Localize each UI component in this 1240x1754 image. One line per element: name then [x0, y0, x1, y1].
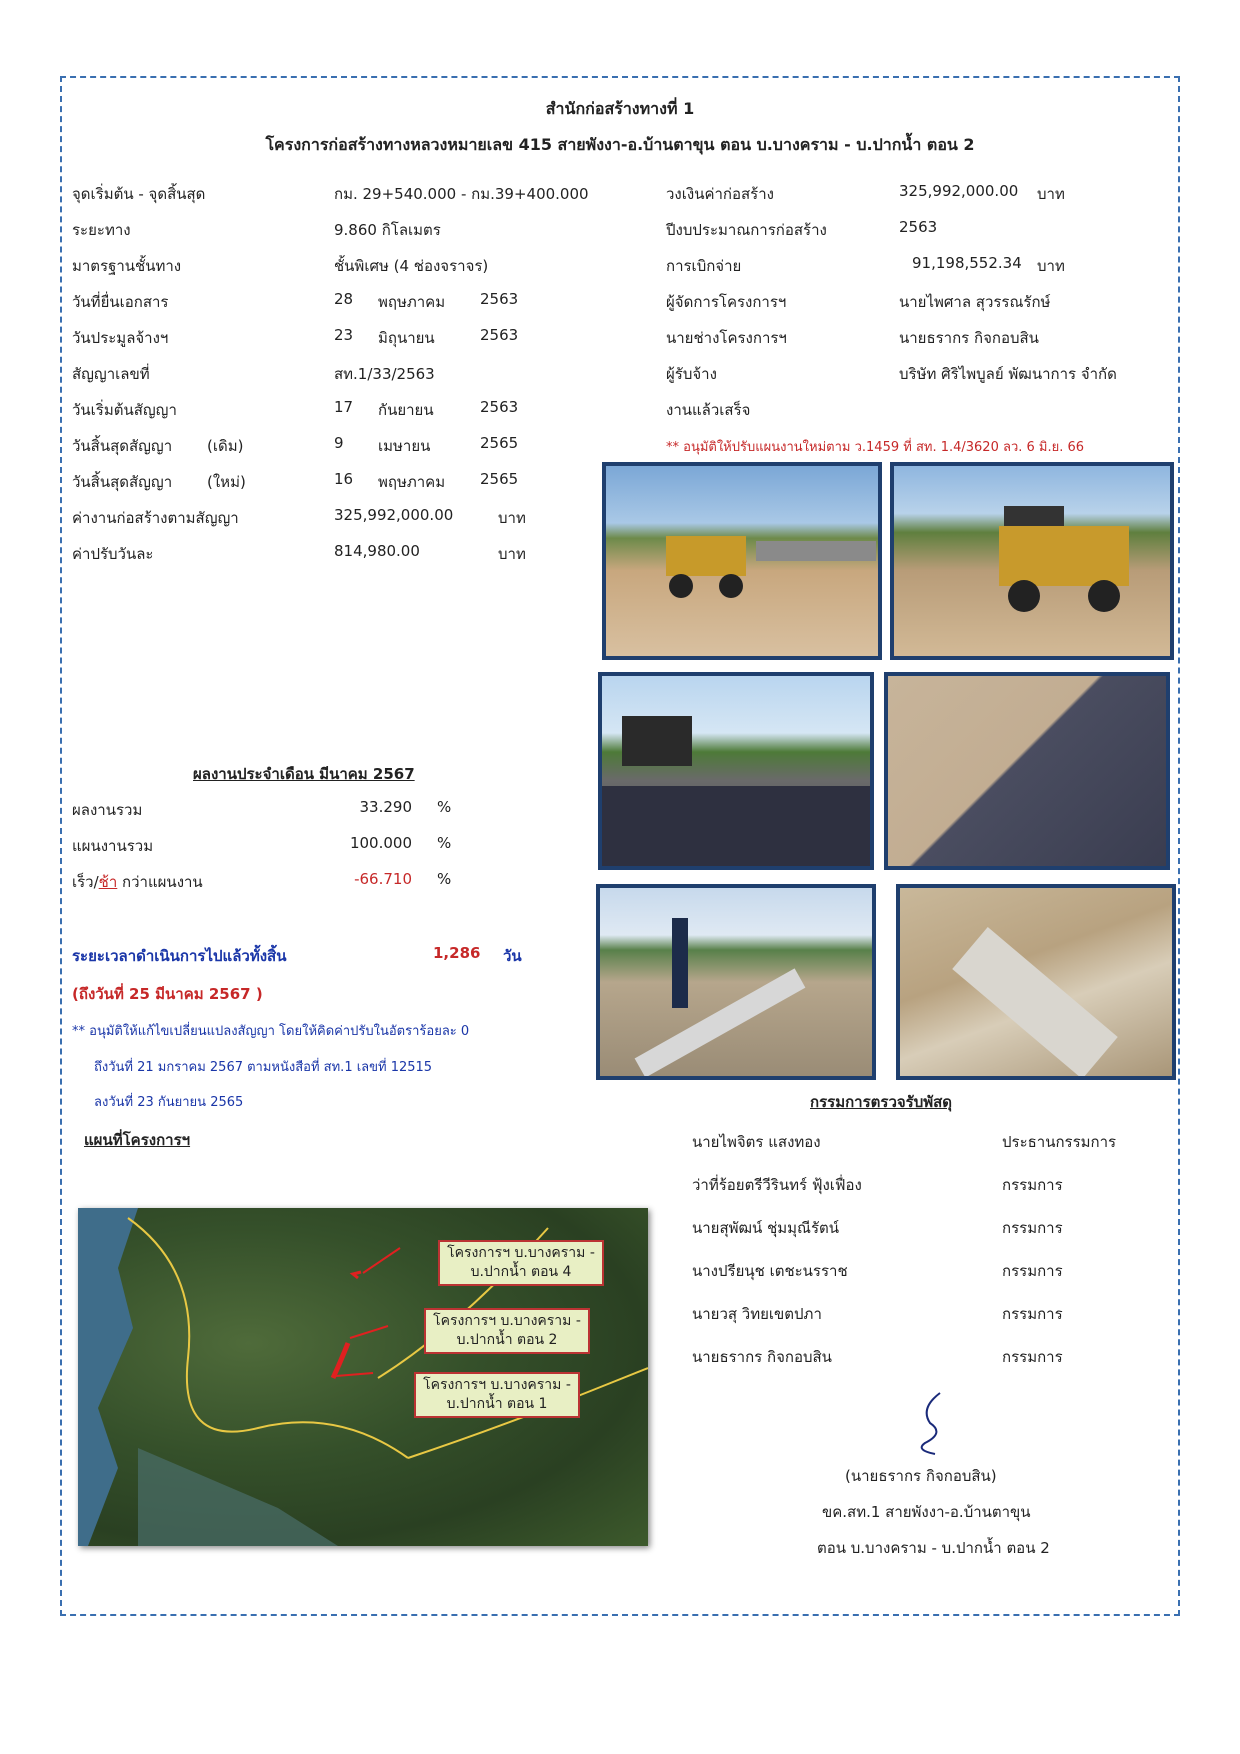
committee-member-role: กรรมการ: [1002, 1348, 1063, 1366]
committee-member-name: นายไพจิตร แสงทอง: [692, 1133, 821, 1151]
left-info-value: 9: [334, 434, 344, 452]
committee-member-name: นางปรียนุช เตชะนรราช: [692, 1262, 848, 1280]
map-title: แผนที่โครงการฯ: [84, 1131, 191, 1149]
right-info-label: การเบิกจ่าย: [666, 257, 742, 275]
left-info-sub: (ใหม่): [207, 473, 246, 491]
duration-value: 1,286: [433, 944, 481, 962]
left-info-label: วันเริ่มต้นสัญญา: [72, 401, 177, 419]
right-info-value: บริษัท ศิริไพบูลย์ พัฒนาการ จำกัด: [899, 365, 1117, 383]
committee-member-role: กรรมการ: [1002, 1305, 1063, 1323]
monthly-value: 33.290: [359, 798, 412, 816]
right-info-label: งานแล้วเสร็จ: [666, 401, 751, 419]
left-info-label: วันสิ้นสุดสัญญา: [72, 437, 173, 455]
right-info-label: ผู้จัดการโครงการฯ: [666, 293, 787, 311]
photo-drain-pipe-1: [596, 884, 876, 1080]
left-info-year: 2563: [480, 290, 519, 308]
right-info-unit: บาท: [1037, 185, 1065, 203]
office-title: สำนักก่อสร้างทางที่ 1: [545, 99, 695, 118]
left-info-value: 16: [334, 470, 354, 488]
left-info-label: สัญญาเลขที่: [72, 365, 150, 383]
monthly-value: -66.710: [354, 870, 412, 888]
left-info-value: 28: [334, 290, 354, 308]
left-info-label: จุดเริ่มต้น - จุดสิ้นสุด: [72, 185, 206, 203]
committee-member-role: กรรมการ: [1002, 1219, 1063, 1237]
duration-label: ระยะเวลาดำเนินการไปแล้วทั้งสิ้น: [72, 947, 287, 965]
left-info-year: 2563: [480, 326, 519, 344]
left-info-month: มิถุนายน: [378, 329, 435, 347]
right-info-value: 2563: [899, 218, 938, 236]
left-info-month: พฤษภาคม: [378, 473, 446, 491]
left-info-label: ค่าปรับวันละ: [72, 545, 154, 563]
committee-member-role: กรรมการ: [1002, 1262, 1063, 1280]
left-info-value: สท.1/33/2563: [334, 365, 435, 383]
right-info-unit: บาท: [1037, 257, 1065, 275]
left-info-label: วันประมูลจ้างฯ: [72, 329, 169, 347]
photo-roller-1: [602, 462, 882, 660]
monthly-title: ผลงานประจำเดือน มีนาคม 2567: [193, 765, 415, 783]
duration-unit: วัน: [503, 947, 522, 965]
left-info-value: 23: [334, 326, 354, 344]
left-info-label: ระยะทาง: [72, 221, 131, 239]
project-map: [78, 1208, 648, 1546]
map-label-section-1: โครงการฯ บ.บางคราม - บ.ปากน้ำ ตอน 1: [414, 1372, 580, 1418]
right-info-label: ปีงบประมาณการก่อสร้าง: [666, 221, 827, 239]
monthly-unit: %: [437, 834, 452, 852]
contract-note-2: ถึงวันที่ 21 มกราคม 2567 ตามหนังสือที่ สท.1 เลขที่ 12515: [94, 1060, 433, 1075]
monthly-label: [72, 870, 203, 894]
left-info-unit: บาท: [498, 509, 526, 527]
contract-note-3: ลงวันที่ 23 กันยายน 2565: [94, 1095, 244, 1110]
left-info-value: 325,992,000.00: [334, 506, 454, 524]
monthly-value: 100.000: [349, 834, 412, 852]
committee-member-name: นายธรากร กิจกอบสิน: [692, 1348, 832, 1366]
committee-member-role: ประธานกรรมการ: [1002, 1133, 1117, 1151]
map-label-section-4: โครงการฯ บ.บางคราม - บ.ปากน้ำ ตอน 4: [438, 1240, 604, 1286]
committee-title: กรรมการตรวจรับพัสดุ: [810, 1093, 953, 1111]
left-info-value: 9.860 กิโลเมตร: [334, 221, 441, 239]
photo-asphalt-truck: [598, 672, 874, 870]
committee-member-name: ว่าที่ร้อยตรีวีรินทร์ ฟุ้งเฟื่อง: [692, 1176, 862, 1194]
left-info-label: ค่างานก่อสร้างตามสัญญา: [72, 509, 239, 527]
photo-roller-2: [890, 462, 1174, 660]
right-info-label: วงเงินค่าก่อสร้าง: [666, 185, 774, 203]
monthly-unit: %: [437, 798, 452, 816]
committee-member-name: นายสุพัฒน์ ชุ่มมุณีรัตน์: [692, 1219, 840, 1237]
right-info-value: นายไพศาล สุวรรณรักษ์: [899, 293, 1051, 311]
left-info-value: กม. 29+540.000 - กม.39+400.000: [334, 185, 589, 203]
left-info-year: 2565: [480, 434, 519, 452]
monthly-label-part: กว่าแผนงาน: [117, 873, 203, 891]
monthly-label-part: ช้า: [98, 873, 118, 891]
monthly-label: แผนงานรวม: [72, 837, 154, 855]
left-info-label: วันสิ้นสุดสัญญา: [72, 473, 173, 491]
left-info-month: เมษายน: [378, 437, 431, 455]
left-info-year: 2563: [480, 398, 519, 416]
monthly-label-part: เร็ว/: [72, 873, 99, 891]
duration-asof: (ถึงวันที่ 25 มีนาคม 2567 ): [72, 985, 263, 1003]
left-info-value: ชั้นพิเศษ (4 ช่องจราจร): [334, 257, 489, 275]
left-info-sub: (เดิม): [207, 437, 244, 455]
approval-note: ** อนุมัติให้ปรับแผนงานใหม่ตาม ว.1459 ที่ สท. 1.4/3620 ลว. 6 มิ.ย. 66: [666, 440, 1085, 455]
left-info-month: พฤษภาคม: [378, 293, 446, 311]
left-info-label: มาตรฐานชั้นทาง: [72, 257, 182, 275]
photo-paved-road: [884, 672, 1170, 870]
left-info-value: 814,980.00: [334, 542, 420, 560]
signature-section: ตอน บ.บางคราม - บ.ปากน้ำ ตอน 2: [817, 1539, 1050, 1557]
contract-note-1: ** อนุมัติให้แก้ไขเปลี่ยนแปลงสัญญา โดยให้คิดค่าปรับในอัตราร้อยละ 0: [72, 1024, 470, 1039]
right-info-label: ผู้รับจ้าง: [666, 365, 717, 383]
left-info-unit: บาท: [498, 545, 526, 563]
signature-name: (นายธรากร กิจกอบสิน): [845, 1467, 997, 1485]
right-info-value: 91,198,552.34: [912, 254, 1022, 272]
signature-mark: [900, 1388, 970, 1458]
left-info-label: วันที่ยื่นเอกสาร: [72, 293, 169, 311]
photo-drain-pipe-2: [896, 884, 1176, 1080]
right-info-value: 325,992,000.00: [899, 182, 1019, 200]
right-info-label: นายช่างโครงการฯ: [666, 329, 787, 347]
map-label-section-2: โครงการฯ บ.บางคราม - บ.ปากน้ำ ตอน 2: [424, 1308, 590, 1354]
right-info-value: นายธรากร กิจกอบสิน: [899, 329, 1039, 347]
monthly-unit: %: [437, 870, 452, 888]
signature-position: ขค.สท.1 สายพังงา-อ.บ้านตาขุน: [822, 1503, 1031, 1521]
left-info-month: กันยายน: [378, 401, 434, 419]
project-title: โครงการก่อสร้างทางหลวงหมายเลข 415 สายพังงา-อ.บ้านตาขุน ตอน บ.บางคราม - บ.ปากน้ำ ตอน 2: [265, 135, 975, 154]
left-info-year: 2565: [480, 470, 519, 488]
committee-member-name: นายวสุ วิทยเขตปภา: [692, 1305, 822, 1323]
monthly-label: ผลงานรวม: [72, 801, 143, 819]
committee-member-role: กรรมการ: [1002, 1176, 1063, 1194]
left-info-value: 17: [334, 398, 354, 416]
